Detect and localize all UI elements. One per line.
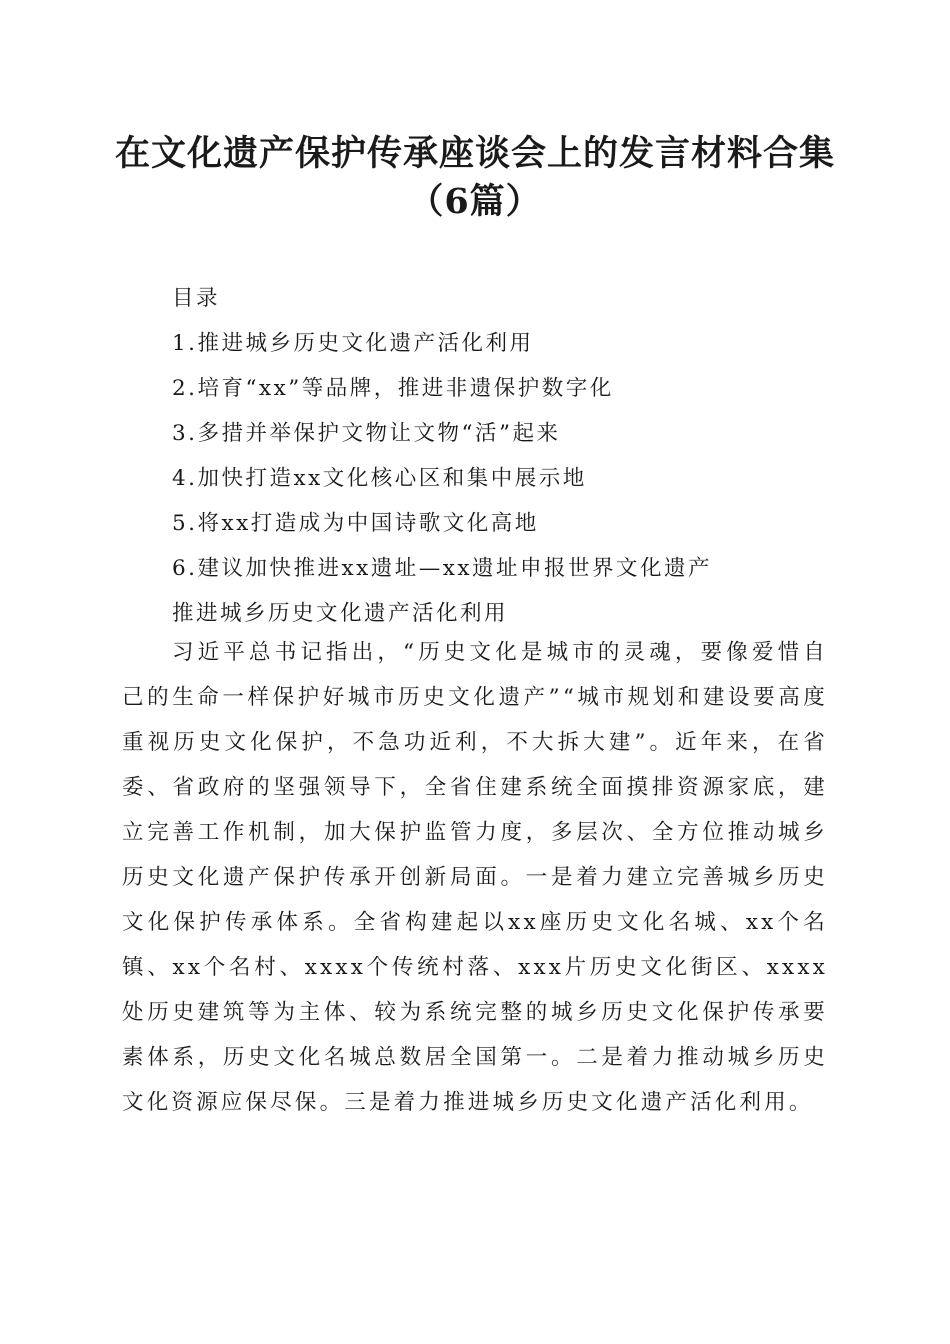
section-title: 推进城乡历史文化遗产活化利用 bbox=[172, 601, 509, 626]
toc-item-6: 6.建议加快推进xx遗址—xx遗址申报世界文化遗产 bbox=[172, 556, 713, 581]
toc-item-2: 2.培育“xx”等品牌，推进非遗保护数字化 bbox=[172, 376, 614, 401]
title-line-2: （6篇） bbox=[408, 181, 542, 222]
toc-item-4: 4.加快打造xx文化核心区和集中展示地 bbox=[172, 466, 587, 491]
toc-item-3: 3.多措并举保护文物让文物“活”起来 bbox=[172, 421, 561, 446]
document-title bbox=[100, 130, 850, 226]
table-of-contents bbox=[172, 276, 872, 636]
body-paragraph: 习近平总书记指出，“历史文化是城市的灵魂，要像爱惜自己的生命一样保护好城市历史文化遗产”“城市规划和建设要高度重视历史文化保护，不急功近利，不大拆大建”。近年来，在省委、省政府的坚强领导下，全省住建系统全面摸排资源家底，建立完善工作机制，加大保护监管力度，多层次、全方位推动城乡历史文化遗产保护传承开创新局面。一是着力建立完善城乡历史文化保护传承体系。全省构建起以xx座历史文化名城、xx个名镇、xx个名村、xxxx个传统村落、xxx片历史文化街区、xxxx处历史建筑等为主体、较为系统完整的城乡历史文化保护传承要素体系，历史文化名城总数居全国第一。二是着力推动城乡历史文化资源应保尽保。三是着力推进城乡历史文化遗产活化利用。 bbox=[122, 640, 828, 1115]
toc-item-5: 5.将xx打造成为中国诗歌文化高地 bbox=[172, 511, 539, 536]
title-line-1: 在文化遗产保护传承座谈会上的发言材料合集 bbox=[114, 133, 835, 174]
toc-heading: 目录 bbox=[172, 286, 221, 311]
toc-item-1: 1.推进城乡历史文化遗产活化利用 bbox=[172, 331, 534, 356]
